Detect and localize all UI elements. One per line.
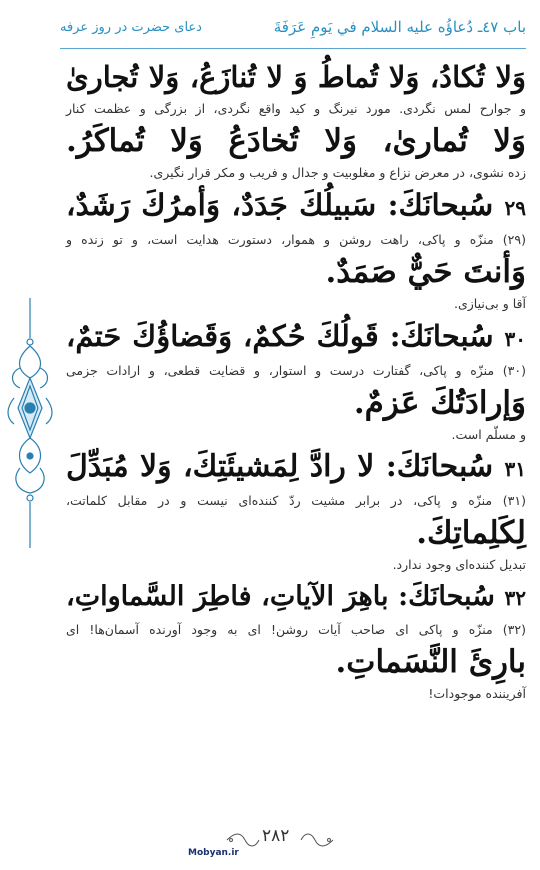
header-divider — [60, 48, 526, 49]
arabic-verse-line — [66, 640, 526, 684]
arabic-verse-line — [66, 250, 526, 294]
persian-translation-line — [66, 361, 526, 381]
verse-text: سُبحانَكَ: سَبيلُكَ جَدَدٌ، وَأمرُكَ رَشَدٌ، — [66, 187, 494, 222]
verse-text: وَلا تُكادُ، وَلا تُماطُ وَ لا تُنازَعُ، وَلا تُجارىٰ — [66, 60, 526, 94]
verse-number: ٢٩ — [504, 196, 526, 220]
arabic-verse-line — [66, 511, 526, 555]
arabic-verse-line — [66, 445, 526, 491]
section-title: دعای حضرت در روز عرفه — [60, 20, 202, 35]
translation-text: آفریننده موجودات! — [428, 686, 526, 701]
translation-text: و جوارح لمس نگردی. مورد نیرنگ و کید واقع نگردی، از بزرگی و عظمت کنار — [66, 101, 526, 116]
translation-text: (٣٢) منزّه و پاکی ای صاحب آیات روشن! ای به وجود آورنده آسمان‌ها! ای — [66, 622, 526, 637]
text-body — [66, 55, 526, 704]
translation-text: زده نشوی، در معرض نزاع و مغلوبیت و جدال و فریب و مکر قرار نگیری. — [149, 165, 526, 180]
verse-number: ٣٠ — [504, 327, 526, 351]
chapter-heading: باب ٤٧ـ دُعاؤُه عليه السلام في يَومِ عَرَفَةَ — [273, 18, 526, 36]
persian-translation-line — [66, 294, 526, 314]
verse-text: سُبحانَكَ: لا رادَّ لِمَشيئَتِكَ، وَلا مُبَدِّلَ — [66, 449, 494, 484]
persian-translation-line — [66, 230, 526, 250]
verse-text: وَلا تُمارىٰ، وَلا تُخادَعُ وَلا تُماكَرُ. — [66, 123, 526, 159]
translation-text: (٢٩) منزّه و پاکی، راهت روشن و هموار، دستورت هدایت است، و تو زنده و — [66, 232, 526, 247]
persian-translation-line — [66, 491, 526, 511]
translation-text: (٣٠) منزّه و پاکی، گفتارت درست و استوار، و قضایت قطعی، و ارادات جزمی — [66, 363, 526, 378]
persian-translation-line — [66, 425, 526, 445]
translation-text: و مسلّم است. — [451, 427, 526, 442]
verse-text: وَإرادَتُكَ عَزمٌ. — [353, 385, 526, 421]
verse-text: سُبحانَكَ: باهِرَ الآياتِ، فاطِرَ السَّماواتِ، — [66, 581, 495, 612]
arabic-verse-line — [66, 119, 526, 163]
verse-number: ٣٢ — [504, 586, 526, 610]
arabic-verse-line — [66, 183, 526, 230]
persian-translation-line — [66, 620, 526, 640]
page-number: ٢٨٢ — [262, 826, 290, 846]
translation-text: (٣١) منزّه و پاکی، در برابر مشیت ردّ کننده‌ای نیست و در مقابل کلماتت، — [66, 493, 526, 508]
site-watermark: Mobyan.ir — [188, 848, 239, 858]
persian-translation-line — [66, 684, 526, 704]
translation-text: تبدیل کننده‌ای وجود ندارد. — [392, 557, 526, 572]
verse-text: وَأنتَ حَيٌّ صَمَدٌ. — [325, 254, 526, 290]
page-header — [60, 16, 526, 46]
verse-text: سُبحانَكَ: قَولُكَ حُكمٌ، وَقَضاؤُكَ حَتمٌ، — [66, 319, 494, 353]
translation-text: آقا و بی‌نیازی. — [454, 296, 526, 311]
verse-number: ٣١ — [504, 457, 526, 481]
persian-translation-line — [66, 555, 526, 575]
arabic-verse-line — [66, 381, 526, 425]
arabic-verse-line — [66, 55, 526, 99]
verse-text: بارِئَ النَّسَماتِ. — [335, 644, 526, 680]
arabic-verse-line — [66, 575, 526, 620]
verse-text: لِكَلِماتِكَ. — [416, 515, 526, 551]
arabic-verse-line — [66, 314, 526, 361]
page-footer — [0, 820, 540, 860]
persian-translation-line — [66, 99, 526, 119]
side-ornament-icon — [6, 298, 54, 548]
persian-translation-line — [66, 163, 526, 183]
